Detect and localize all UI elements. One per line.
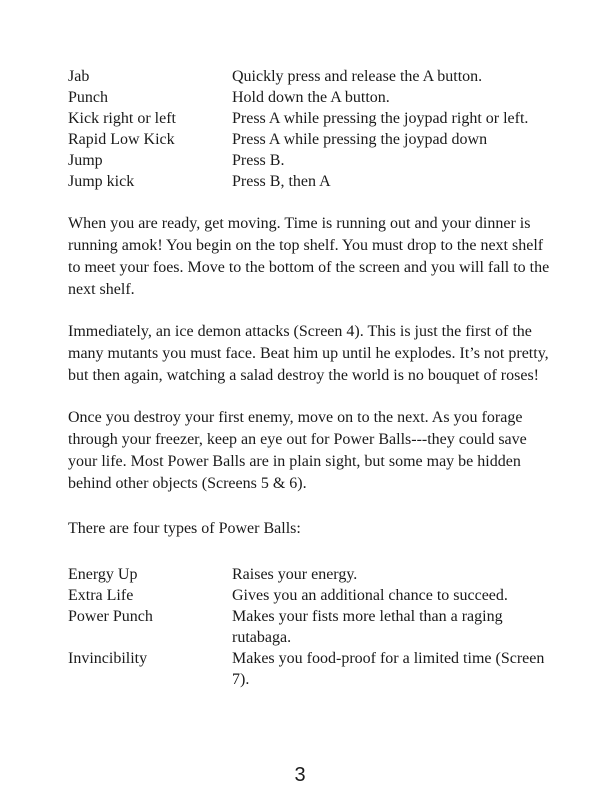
control-move: Punch: [68, 89, 108, 106]
paragraph-power-balls-intro: Once you destroy your first enemy, move on to the next. As you forage through your freezer, keep an eye out for Power Balls---they could save your life. Most Power Balls are in plain sight, but some may be hidden behind other objects (Screens 5 & 6).: [68, 409, 527, 492]
power-ball-name: Power Punch: [68, 608, 153, 625]
power-ball-name: Energy Up: [68, 566, 138, 583]
control-description: Hold down the A button.: [232, 89, 390, 106]
control-description: Press B.: [232, 152, 285, 169]
controls-table: [68, 66, 558, 192]
page-number: 3: [294, 764, 306, 786]
control-move: Jump kick: [68, 173, 135, 190]
paragraph-ice-demon: Immediately, an ice demon attacks (Screen 4). This is just the first of the many mutants you must face. Beat him up until he explodes. It’s not pretty, but then again, watching a salad destroy the world is no bouquet of roses!: [68, 323, 549, 384]
control-move: Kick right or left: [68, 110, 176, 127]
power-ball-name: Extra Life: [68, 587, 134, 604]
paragraph-get-moving: When you are ready, get moving. Time is running out and your dinner is running amok! You begin on the top shelf. You must drop to the next shelf to meet your foes. Move to the bottom of the screen and you will fall to the next shelf.: [68, 215, 550, 298]
power-ball-description: Raises your energy.: [232, 566, 358, 583]
control-move: Rapid Low Kick: [68, 131, 175, 148]
control-move: Jab: [68, 68, 90, 85]
control-description: Press B, then A: [232, 173, 331, 190]
power-ball-description: Makes you food-proof for a limited time (Screen 7).: [232, 650, 545, 688]
control-description: Quickly press and release the A button.: [232, 68, 483, 85]
control-move: Jump: [68, 152, 103, 169]
control-description: Press A while pressing the joypad down: [232, 131, 488, 148]
power-ball-description: Gives you an additional chance to succeed.: [232, 587, 508, 604]
manual-page: [68, 66, 558, 690]
power-balls-table: [68, 564, 558, 690]
power-ball-name: Invincibility: [68, 650, 148, 667]
control-description: Press A while pressing the joypad right or left.: [232, 110, 529, 127]
paragraph-power-ball-types: There are four types of Power Balls:: [68, 520, 301, 537]
power-ball-description: Makes your fists more lethal than a raging rutabaga.: [232, 608, 503, 646]
